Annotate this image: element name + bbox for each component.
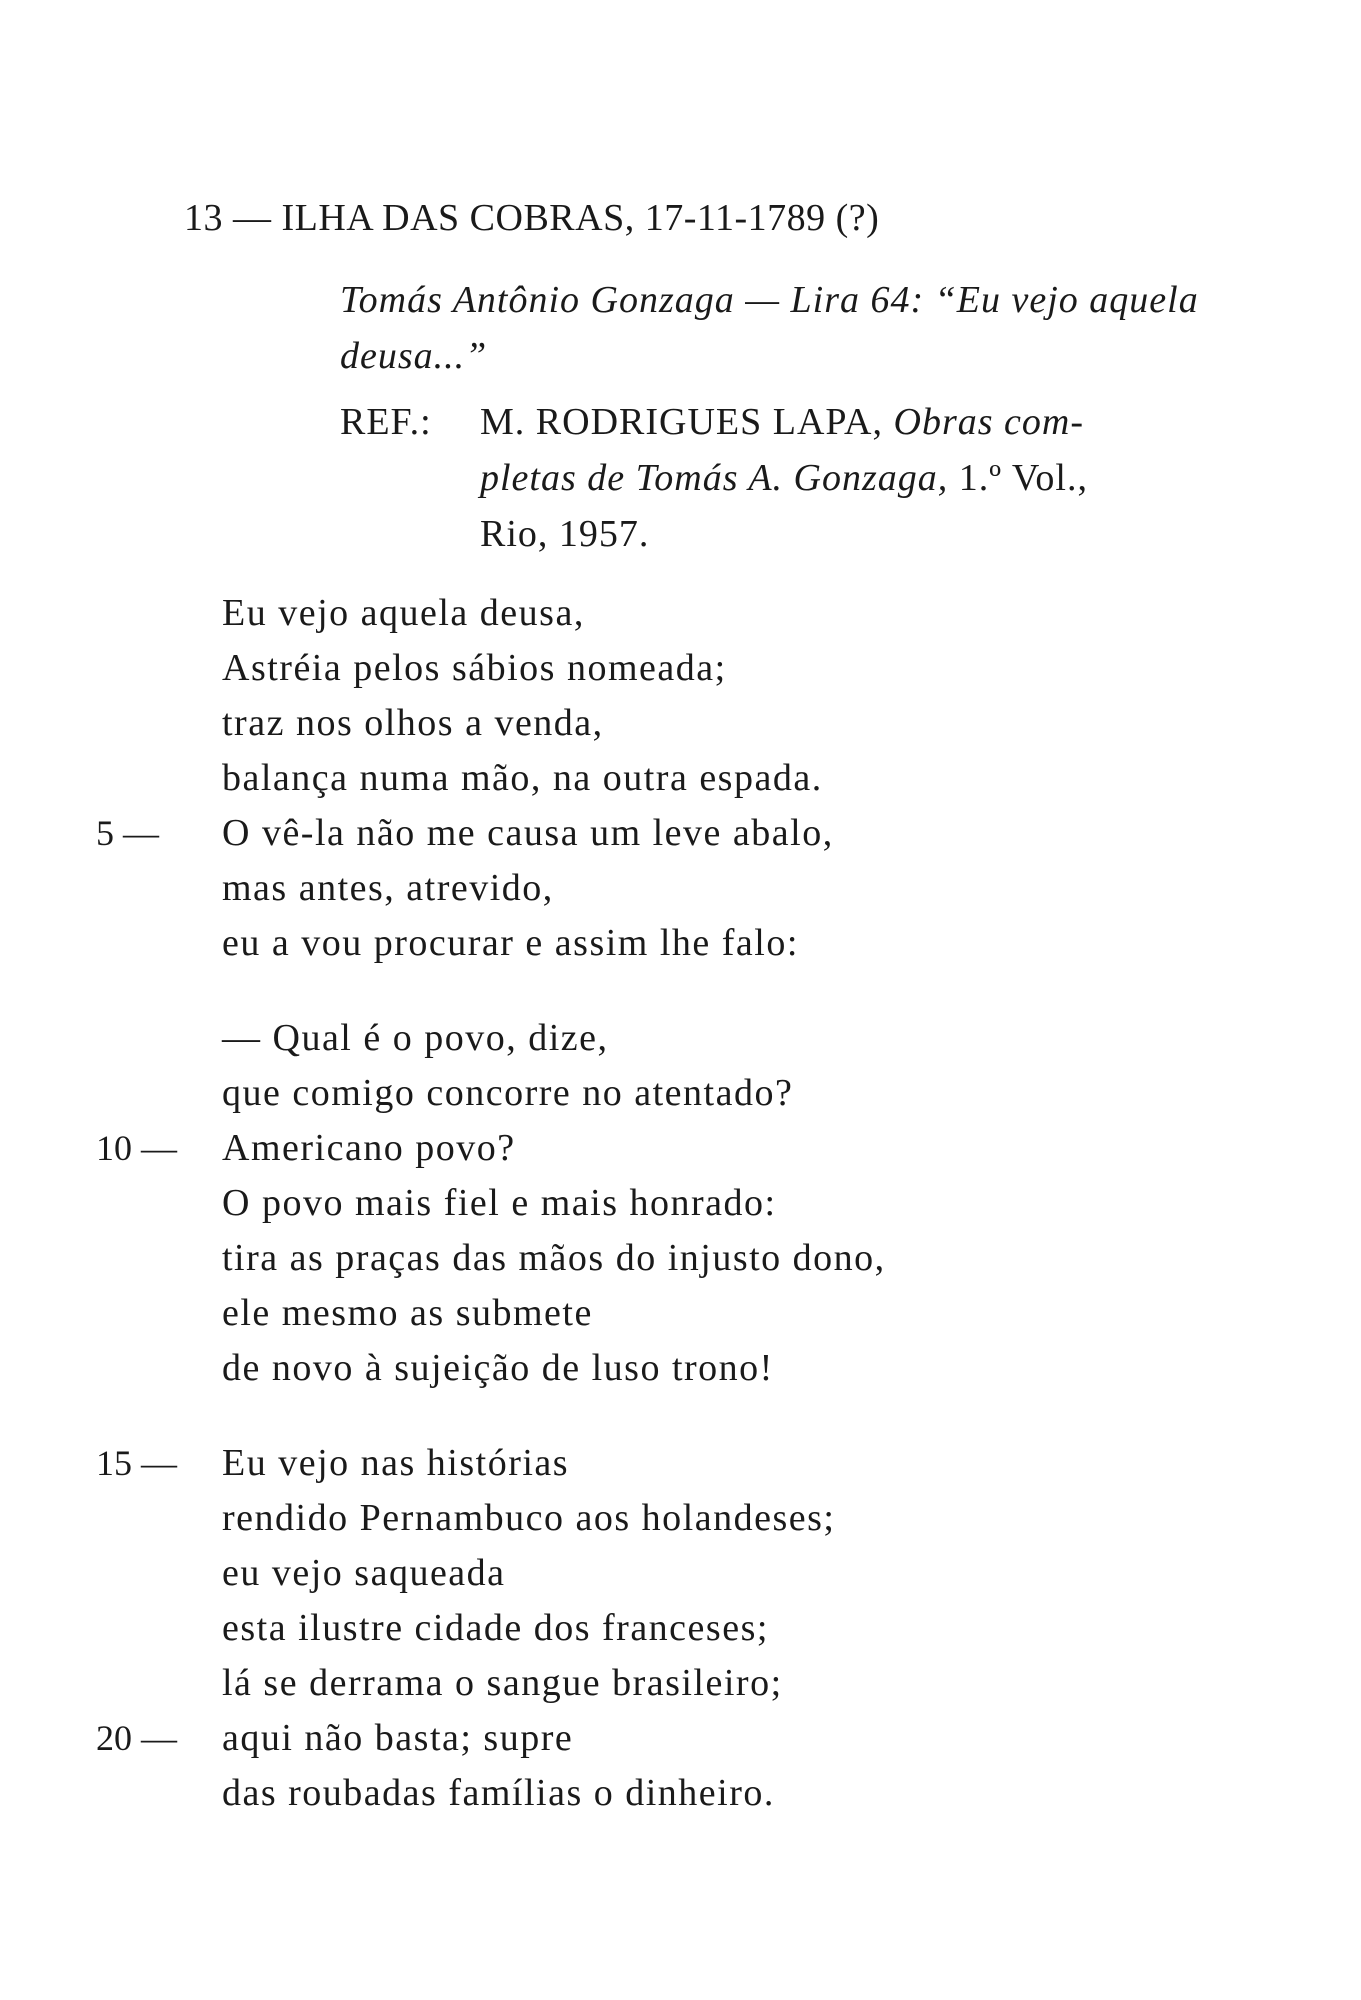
verse-line: Astréia pelos sábios nomeada;: [222, 647, 727, 689]
verse-line: — Qual é o povo, dize,: [222, 1017, 609, 1059]
verse-line: Eu vejo aquela deusa,: [222, 592, 585, 634]
verse-line: que comigo concorre no atentado?: [222, 1072, 794, 1114]
reference-line-1: [480, 394, 1240, 450]
verse-line: O povo mais fiel e mais honrado:: [222, 1182, 777, 1224]
line-number: 15 —: [96, 1443, 177, 1483]
verse-line: lá se derrama o sangue brasileiro;: [222, 1662, 783, 1704]
reference-volume: 1.º Vol.,: [958, 457, 1088, 499]
document-heading: 13 — ILHA DAS COBRAS, 17-11-1789 (?): [184, 197, 880, 239]
verse-line: das roubadas famílias o dinheiro.: [222, 1772, 775, 1814]
reference-title-part1: Obras com-: [893, 401, 1084, 443]
line-number: 20 —: [96, 1718, 177, 1758]
line-number: 10 —: [96, 1128, 177, 1168]
reference-title-part2: pletas de Tomás A. Gonzaga,: [480, 457, 949, 499]
reference-body: [480, 394, 1240, 562]
verse-line: ele mesmo as submete: [222, 1292, 593, 1334]
line-number: 5 —: [96, 813, 159, 853]
verse-line: O vê-la não me causa um leve abalo,: [222, 812, 834, 854]
reference-author: M. RODRIGUES LAPA,: [480, 401, 883, 443]
verse-line: tira as praças das mãos do injusto dono,: [222, 1237, 886, 1279]
verse-line: traz nos olhos a venda,: [222, 702, 604, 744]
verse-line: eu a vou procurar e assim lhe falo:: [222, 922, 799, 964]
verse-line: Americano povo?: [222, 1127, 516, 1169]
verse-line: rendido Pernambuco aos holandeses;: [222, 1497, 836, 1539]
reference-line-2: [480, 450, 1240, 506]
verse-line: Eu vejo nas histórias: [222, 1442, 570, 1484]
verse-line: esta ilustre cidade dos franceses;: [222, 1607, 769, 1649]
verse-line: mas antes, atrevido,: [222, 867, 554, 909]
verse-line: aqui não basta; supre: [222, 1717, 574, 1759]
reference-label: REF.:: [340, 401, 432, 443]
verse-line: balança numa mão, na outra espada.: [222, 757, 823, 799]
reference-line-3: Rio, 1957.: [480, 513, 650, 555]
verse-line: de novo à sujeição de luso trono!: [222, 1347, 774, 1389]
verse-line: eu vejo saqueada: [222, 1552, 506, 1594]
poem-attribution: Tomás Antônio Gonzaga — Lira 64: “Eu vejo aquela deusa...”: [340, 279, 1199, 377]
